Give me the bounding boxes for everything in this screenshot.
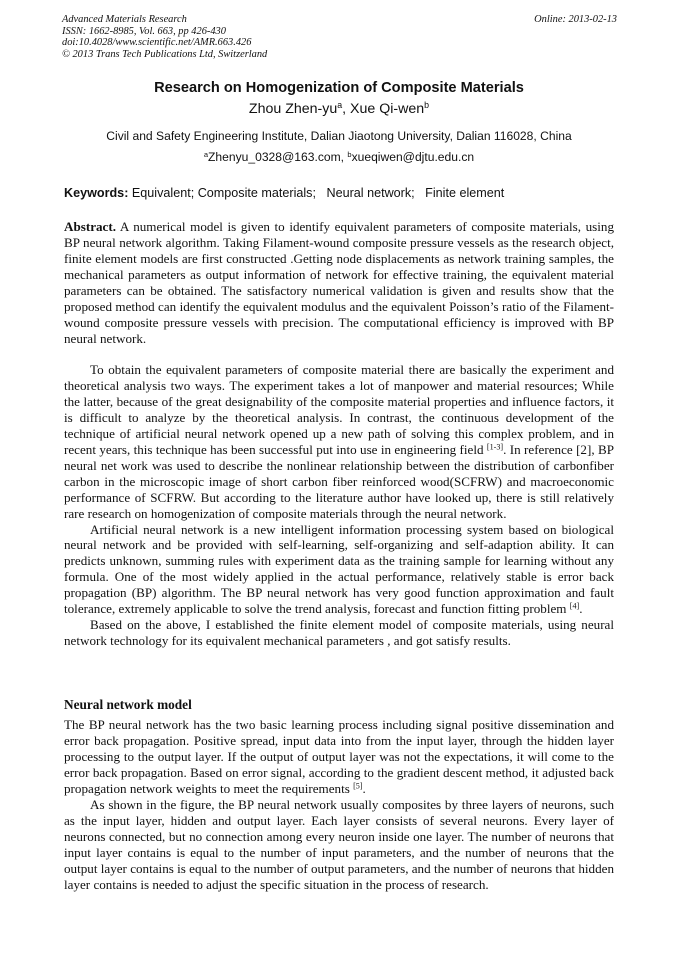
section-p1-text-b: . <box>362 780 366 796</box>
author-1-name: Zhou Zhen-yu <box>248 101 338 117</box>
email-b-marker: b <box>347 149 352 159</box>
doi-line: doi:10.4028/www.scientific.net/AMR.663.426 <box>62 37 252 48</box>
section-heading: Neural network model <box>64 697 192 712</box>
journal-name: Advanced Materials Research <box>62 14 187 25</box>
keywords <box>64 186 624 200</box>
online-date: Online: 2013-02-13 <box>534 14 617 25</box>
author-list <box>0 101 678 117</box>
copyright-line: © 2013 Trans Tech Publications Ltd, Switzerland <box>62 48 268 60</box>
section-paragraph-2: As shown in the figure, the BP neural network usually composites by three layers of neurons, such as the input layer, hidden and output layer. Each layer consists of several neurons. Every layer of neurons connected, but no connection among every neuron inside one layer. The number of neurons that input layer contains is equal to the number of input parameters, and the number of neurons that the output layer contains is equal to the number of output parameters, and the number of neurons that hidden layer contains is needed to adjust the specific situation in the process of research. <box>64 796 614 892</box>
author-2-name: Xue Qi-wen <box>350 101 425 117</box>
section-p1-text-a: The BP neural network has the two basic learning process including signal positive dissemination and error back propagation. Positive spread, input data into from the input layer, through the hidden layer processing to the output layer. If the output of output layer was not the expectations, it will come to the error back propagation. Based on error signal, according to the gradient descent method, it adjusted back propagation network weights to meet the requirements <box>64 717 614 796</box>
abstract-text: A numerical model is given to identify equivalent parameters of composite materials, using BP neural network algorithm. Taking Filament-wound composite pressure vessels as the research object, finite element models are first constructed .Getting node displacements as network training samples, the mechanical parameters as output information of network for effective training, the equivalent material parameters can be obtained. The satisfactory numerical validation is given and results show that the proposed method can identify the equivalent modulus and the equivalent Poisson’s ratio of the Filament-wound composite pressure vessels with precision. The computational efficiency is improved with BP neural network. <box>64 219 614 346</box>
issn-line: ISSN: 1662-8985, Vol. 663, pp 426-430 <box>62 25 226 37</box>
author-1-marker: a <box>337 100 343 111</box>
section-body <box>64 717 614 892</box>
email-separator: , <box>340 150 348 164</box>
intro-p1-text-b: . In reference [2], BP neural net work was used to describe the nonlinear relationship between the distribution of carbonfiber carbon in the microscopic image of short carbon fiber reinforced wood(SCFRW) and macroeconomic performance of SCFRW. But according to the literature author have looked up, there is still relatively rare research on homogenization of composite materials through the neural network. <box>64 441 614 521</box>
email-b: xueqiwen@djtu.edu.cn <box>351 150 475 164</box>
paper-title: Research on Homogenization of Composite Materials <box>154 80 524 96</box>
intro-paragraph-2 <box>64 522 614 618</box>
email-list <box>0 150 678 164</box>
citation-ref: [5] <box>353 781 363 791</box>
intro-p2-text-b: . <box>579 601 583 617</box>
author-2-marker: b <box>424 100 430 111</box>
journal-header <box>62 14 617 60</box>
keywords-text: Equivalent; Composite materials; Neural network; Finite element <box>128 186 505 200</box>
affiliation: Civil and Safety Engineering Institute, Dalian Jiaotong University, Dalian 116028, China <box>106 129 572 143</box>
citation-ref: [4] <box>569 601 580 611</box>
intro-paragraph-3: Based on the above, I established the finite element model of composite materials, using neural network technology for its equivalent mechanical parameters , and got satisfy results. <box>64 617 614 649</box>
email-a: Zhenyu_0328@163.com <box>208 150 341 164</box>
keywords-label: Keywords: <box>64 186 129 200</box>
intro-p2-text-a: Artificial neural network is a new intelligent information processing system based on biological neural network and be provided with self-learning, self-organizing and self-adaption ability. It can predicts unknown, summing rules with experiment data as the training sample for learning without any formula. One of the most widely applied in the actual performance, relatively stable is error back propagation (BP) algorithm. The BP neural network has very good function approximation and fault tolerance, extremely applicable to solve the trend analysis, forecast and function fitting problem <box>64 521 614 617</box>
intro-p1-text-a: To obtain the equivalent parameters of composite material there are basically the experiment and theoretical analysis two ways. The experiment takes a lot of manpower and material resources; While the latter, because of the great designability of the composite material properties and influence factors, it is difficult to analyze by the theoretical analysis. In contrast, the continuous development of the technique of artificial neural network opened up a new path of solving this complex problem, and in recent years, this technique has been successful put into use in engineering field <box>64 362 614 457</box>
email-a-marker: a <box>203 149 209 159</box>
abstract-label: Abstract. <box>64 219 116 234</box>
abstract <box>64 219 614 347</box>
citation-ref: [1-3] <box>486 442 504 452</box>
intro-paragraph-1 <box>64 362 614 522</box>
section-paragraph-1 <box>64 717 614 797</box>
introduction <box>64 362 614 649</box>
author-separator: , <box>342 101 351 117</box>
